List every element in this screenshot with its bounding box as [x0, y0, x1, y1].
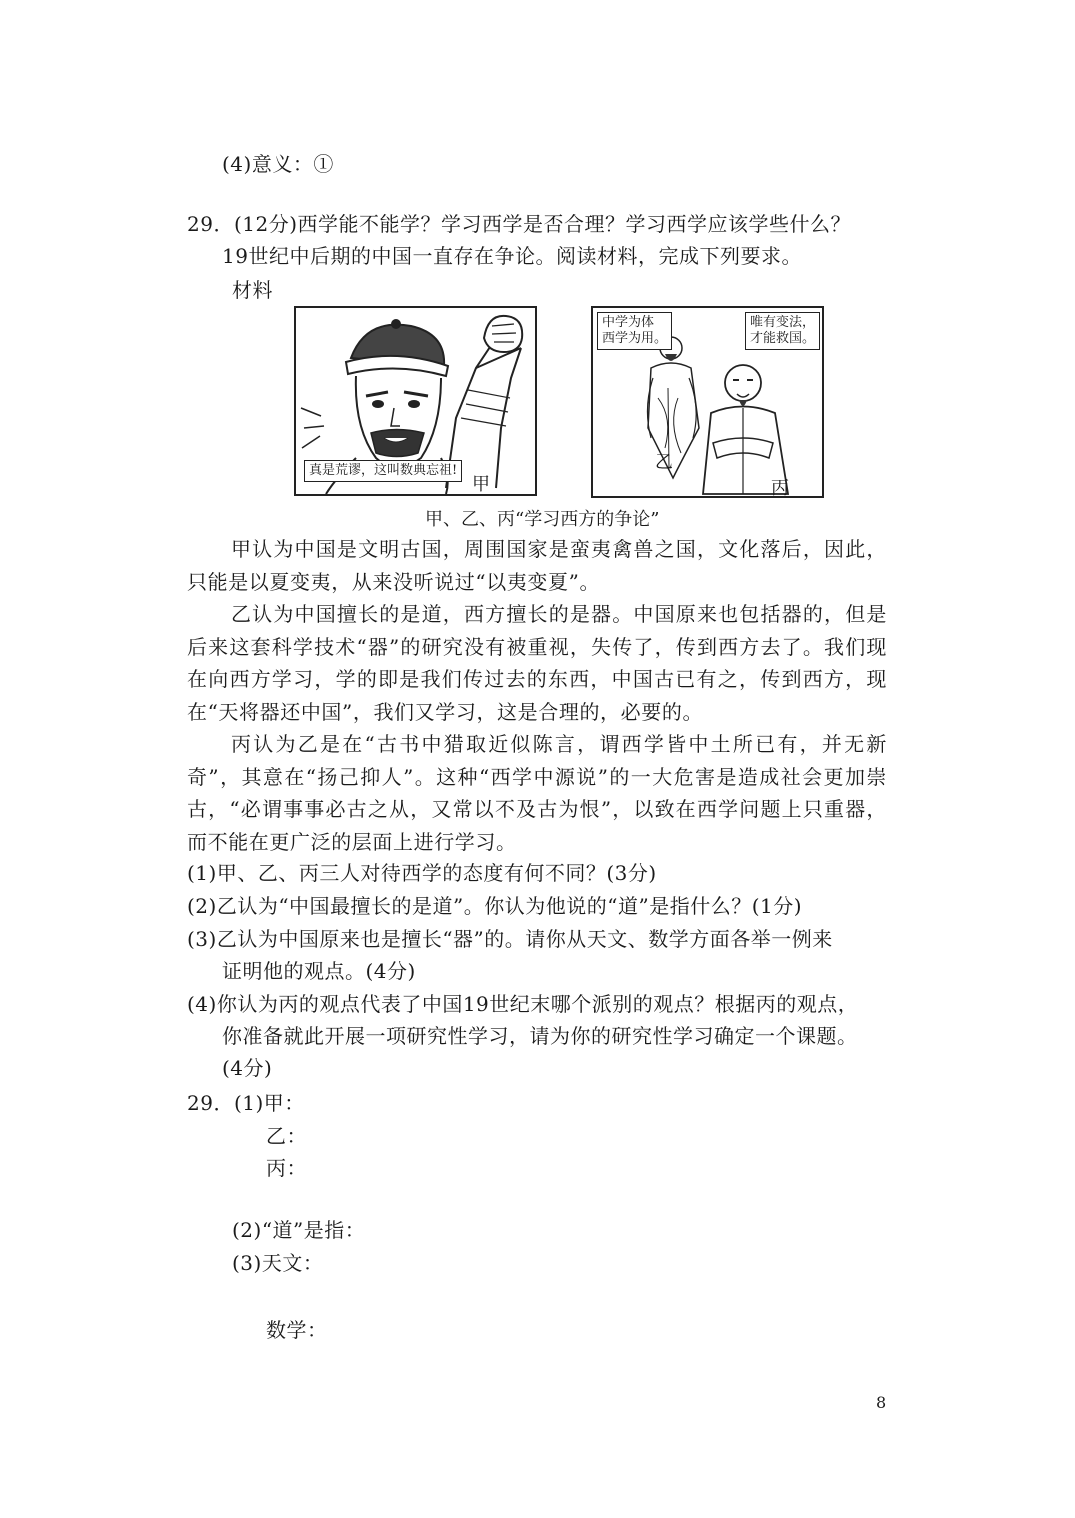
answer-3-tianwen: (3)天文：: [232, 1251, 324, 1275]
cartoon-panel-yi-bing: [591, 306, 824, 498]
speech-bubble-yi: [597, 312, 672, 350]
answer-1-jia: 29．(1)甲：: [187, 1091, 305, 1115]
sub-question-2: (2)乙认为“中国最擅长的是道”。你认为他说的“道”是指什么？(1分): [187, 894, 803, 918]
sub-question-4-line1: (4)你认为丙的观点代表了中国19世纪末哪个派别的观点？根据丙的观点，: [187, 992, 859, 1016]
material-label: 材料: [232, 278, 273, 302]
answer-2: (2)“道”是指：: [232, 1218, 366, 1242]
speech-bubble-yi-line2: 西学为用。: [602, 331, 668, 346]
sub-question-3-line2: 证明他的观点。(4分): [222, 959, 416, 983]
answer-1-yi: 乙：: [266, 1124, 307, 1148]
paragraph-jia: 甲认为中国是文明古国，周围国家是蛮夷禽兽之国，文化落后，因此，只能是以夏变夷，从来没听说过“以夷变夏”。: [187, 537, 887, 594]
sub-question-4-line3: (4分): [222, 1056, 273, 1080]
question-intro: 19世纪中后期的中国一直存在争论。阅读材料，完成下列要求。: [222, 244, 802, 268]
answer-1-bing: 丙：: [266, 1156, 307, 1180]
page-number: 8: [876, 1393, 887, 1412]
question-title: 29．(12分)西学能不能学？学习西学是否合理？学习西学应该学些什么？: [187, 212, 852, 236]
paragraph-bing: 丙认为乙是在“古书中猎取近似陈言，谓西学皆中土所已有，并无新奇”，其意在“扬己抑人”。这种“西学中源说”的一大危害是造成社会更加崇古，“必谓事事必古之从，又常以不及古为恨”，以致在西学问题上只重器，而不能在更广泛的层面上进行学习。: [187, 732, 887, 854]
answer-3-shuxue: 数学：: [266, 1318, 328, 1342]
speech-bubble-yi-line1: 中学为体: [602, 315, 655, 330]
sub-question-1: (1)甲、乙、丙三人对待西学的态度有何不同？(3分): [187, 861, 657, 885]
speech-bubble-bing-line2: 才能救国。: [750, 331, 816, 346]
sub-question-3-line1: (3)乙认为中国原来也是擅长“器”的。请你从天文、数学方面各举一例来: [187, 927, 833, 951]
cartoon-panel-jia: [294, 306, 537, 496]
prev-item-line: (4)意义：①: [222, 152, 334, 176]
speech-bubble-jia: 真是荒谬，这叫数典忘祖!: [304, 460, 462, 482]
paragraph-yi: 乙认为中国擅长的是道，西方擅长的是器。中国原来也包括器的，但是后来这套科学技术“器”的研究没有被重视，失传了，传到西方去了。我们现在向西方学习，学的即是我们传过去的东西，中国古已有之，传到西方，现在“天将器还中国”，我们又学习，这是合理的，必要的。: [187, 602, 887, 724]
sub-question-4-line2: 你准备就此开展一项研究性学习，请为你的研究性学习确定一个课题。: [222, 1024, 858, 1048]
label-jia: 甲: [472, 474, 490, 495]
figure-caption: 甲、乙、丙“学习西方的争论”: [425, 509, 660, 530]
speech-bubble-bing: [745, 312, 820, 350]
label-yi: 乙: [655, 452, 673, 473]
speech-bubble-bing-line1: 唯有变法，: [750, 315, 816, 330]
label-bing: 丙: [771, 478, 789, 498]
